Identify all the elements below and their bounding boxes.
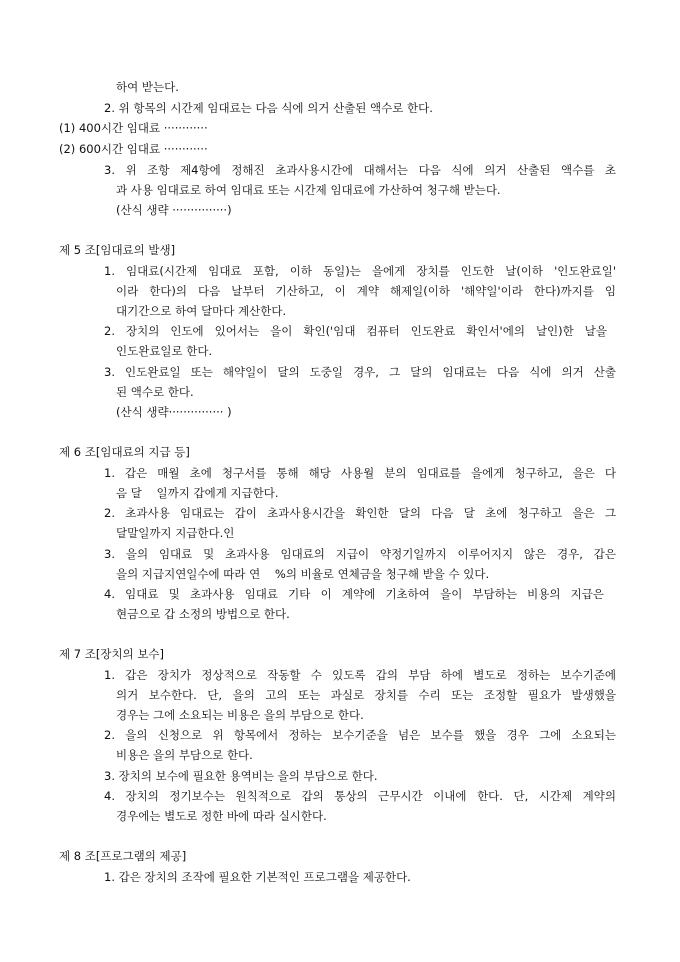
article-5-heading: 제 5 조[임대료의 발생]: [59, 243, 176, 257]
formula-400-hours: (1) 400시간 임대료 ············: [59, 121, 208, 135]
article-7-item-1-line-3: 경우는 그에 소요되는 비용은 을의 부담으로 한다.: [116, 708, 364, 722]
article-5-item-1-line-1: 1. 임대료(시간제 임대료 포함, 이하 동일)는 을에게 장치를 인도한 날(이하 '인도완료일': [104, 264, 616, 278]
article-6-item-4-line-2: 현금으로 갑 소정의 방법으로 한다.: [116, 607, 290, 621]
article-6-item-3-line-2: 을의 지급지연일수에 따라 연 %의 비율로 연체금을 청구해 받을 수 있다.: [116, 567, 490, 581]
article-7-item-4-line-1: 4. 장치의 정기보수는 원칙적으로 갑의 통상의 근무시간 이내에 한다. 단, 시간제 계약의: [104, 789, 616, 803]
article-5-item-2-line-2: 인도완료일로 한다.: [116, 344, 213, 358]
article-6-item-2-line-2: 달말일까지 지급한다.인: [116, 526, 235, 540]
formula-omitted-note: (산식 생략··············· ): [116, 405, 232, 419]
article-6-item-1-line-1: 1. 갑은 매월 초에 청구서를 통해 해당 사용월 분의 임대료를 을에게 청구하고, 을은 다: [104, 466, 616, 480]
article-5-item-2-line-1: 2. 장치의 인도에 있어서는 을이 확인('임대 컴퓨터 인도완료 확인서'에의 날인)한 날을: [104, 324, 607, 338]
article-7-item-3-line-1: 3. 장치의 보수에 필요한 용역비는 을의 부담으로 한다.: [104, 769, 378, 783]
article-7-item-1-line-1: 1. 갑은 장치가 정상적으로 작동할 수 있도록 갑의 부담 하에 별도로 정하는 보수기준에: [104, 668, 616, 682]
formula-600-hours: (2) 600시간 임대료 ············: [59, 142, 208, 156]
article-5-item-1-line-2: 이라 한다)의 다음 날부터 기산하고, 이 계약 해제일(이하 '해약일'이라 한다)까지를 임: [116, 284, 616, 298]
article-7-item-1-line-2: 의거 보수한다. 단, 을의 고의 또는 과실로 장치를 수리 또는 조정할 필요가 발생했을: [116, 688, 616, 702]
clause-item-3-line-1: 3. 위 조항 제4항에 정해진 초과사용시간에 대해서는 다음 식에 의거 산출된 액수를 초: [104, 163, 616, 177]
continuation-line: 하여 받는다.: [116, 80, 179, 94]
article-8-heading: 제 8 조[프로그램의 제공]: [59, 849, 187, 863]
article-6-item-4-line-1: 4. 임대료 및 초과사용 임대료 기타 이 계약에 기초하여 을이 부담하는 비용의 지급은: [104, 587, 604, 601]
article-7-item-4-line-2: 경우에는 별도로 정한 바에 따라 실시한다.: [116, 809, 327, 823]
clause-item-3-line-2: 과 사용 임대료로 하여 임대료 또는 시간제 임대료에 가산하여 청구해 받는다.: [116, 183, 501, 197]
article-5-item-3-line-2: 된 액수로 한다.: [116, 385, 194, 399]
article-6-item-1-line-2: 음 달 일까지 갑에게 지급한다.: [116, 486, 279, 500]
article-5-item-3-line-1: 3. 인도완료일 또는 해약일이 달의 도중일 경우, 그 달의 임대료는 다음 식에 의거 산출: [104, 365, 616, 379]
article-6-item-2-line-1: 2. 초과사용 임대료는 갑이 초과사용시간을 확인한 달의 다음 달 초에 청구하고 을은 그: [104, 506, 616, 520]
article-6-item-3-line-1: 3. 을의 임대료 및 초과사용 임대료의 지급이 약정기일까지 이루어지지 않은 경우, 갑은: [104, 547, 616, 561]
formula-omitted-note: (산식 생략 ···············): [116, 203, 232, 217]
article-7-item-2-line-2: 비용은 을의 부담으로 한다.: [116, 748, 253, 762]
article-7-heading: 제 7 조[장치의 보수]: [59, 647, 165, 661]
article-5-item-1-line-3: 대기간으로 하여 달마다 계산한다.: [116, 304, 287, 318]
clause-item-2: 2. 위 항목의 시간제 임대료는 다음 식에 의거 산출된 액수로 한다.: [104, 101, 433, 115]
article-8-item-1-line-1: 1. 갑은 장치의 조작에 필요한 기본적인 프로그램을 제공한다.: [104, 870, 411, 884]
article-6-heading: 제 6 조[임대료의 지급 등]: [59, 445, 190, 459]
article-7-item-2-line-1: 2. 을의 신청으로 위 항목에서 정하는 보수기준을 넘은 보수를 했을 경우 그에 소요되는: [104, 728, 616, 742]
